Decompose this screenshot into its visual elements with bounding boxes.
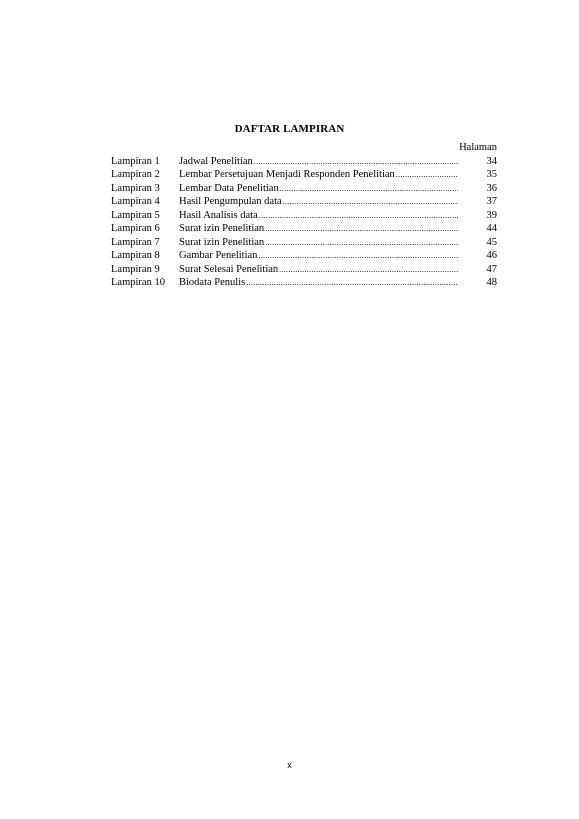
- dot-leader: [279, 263, 458, 276]
- dot-leader: [265, 222, 458, 235]
- entry-label: Lampiran 4: [111, 196, 160, 208]
- dot-leader: [265, 236, 458, 249]
- entry-title: Lembar Data Penelitian: [179, 182, 279, 194]
- entry-page: 44: [486, 223, 497, 235]
- entry-label: Lampiran 6: [111, 223, 160, 235]
- dot-leader: [254, 155, 458, 168]
- entry-label: Lampiran 2: [111, 169, 160, 181]
- entry-title: Surat izin Penelitian: [179, 223, 265, 235]
- entry-page: 37: [486, 196, 497, 208]
- page-title: DAFTAR LAMPIRAN: [234, 123, 345, 135]
- dot-leader: [280, 182, 458, 195]
- list-item: [111, 236, 497, 249]
- list-item: [111, 209, 497, 222]
- entry-page: 34: [486, 156, 497, 167]
- entry-label: Lampiran 5: [111, 209, 160, 221]
- entry-page: 45: [486, 236, 497, 248]
- dot-leader: [259, 209, 458, 222]
- entry-page: 36: [486, 182, 497, 194]
- list-item: [111, 182, 497, 195]
- entry-label: Lampiran 7: [111, 236, 160, 248]
- entry-title: Jadwal Penelitian: [179, 156, 253, 167]
- attachment-list: [111, 155, 497, 289]
- entry-title: Hasil Pengumpulan data: [179, 196, 282, 208]
- entry-title: Gambar Penelitian: [179, 250, 258, 262]
- dot-leader: [283, 195, 458, 208]
- entry-label: Lampiran 9: [111, 263, 160, 275]
- list-item: [111, 222, 497, 235]
- list-item: [111, 195, 497, 208]
- dot-leader: [246, 276, 458, 289]
- entry-page: 48: [486, 276, 497, 288]
- list-item: [111, 276, 497, 289]
- list-item: [111, 168, 497, 181]
- entry-label: Lampiran 3: [111, 182, 160, 194]
- entry-label: Lampiran 1: [111, 156, 160, 167]
- entry-title: Surat izin Penelitian: [179, 236, 265, 248]
- page-column-header: Halaman: [459, 142, 497, 153]
- entry-title: Lembar Persetujuan Menjadi Responden Penelitian: [179, 169, 395, 181]
- dot-leader: [396, 168, 458, 181]
- entry-page: 47: [486, 263, 497, 275]
- entry-label: Lampiran 10: [111, 276, 165, 288]
- entry-title: Hasil Analisis data: [179, 209, 258, 221]
- entry-label: Lampiran 8: [111, 250, 160, 262]
- entry-title: Biodata Penulis: [179, 276, 246, 288]
- entry-title: Surat Selesai Penelitian: [179, 263, 279, 275]
- page-number: x: [287, 760, 292, 770]
- dot-leader: [258, 249, 458, 262]
- list-item: [111, 263, 497, 276]
- entry-page: 39: [486, 209, 497, 221]
- list-item: [111, 249, 497, 262]
- list-item: [111, 155, 497, 168]
- entry-page: 35: [486, 169, 497, 181]
- entry-page: 46: [486, 250, 497, 262]
